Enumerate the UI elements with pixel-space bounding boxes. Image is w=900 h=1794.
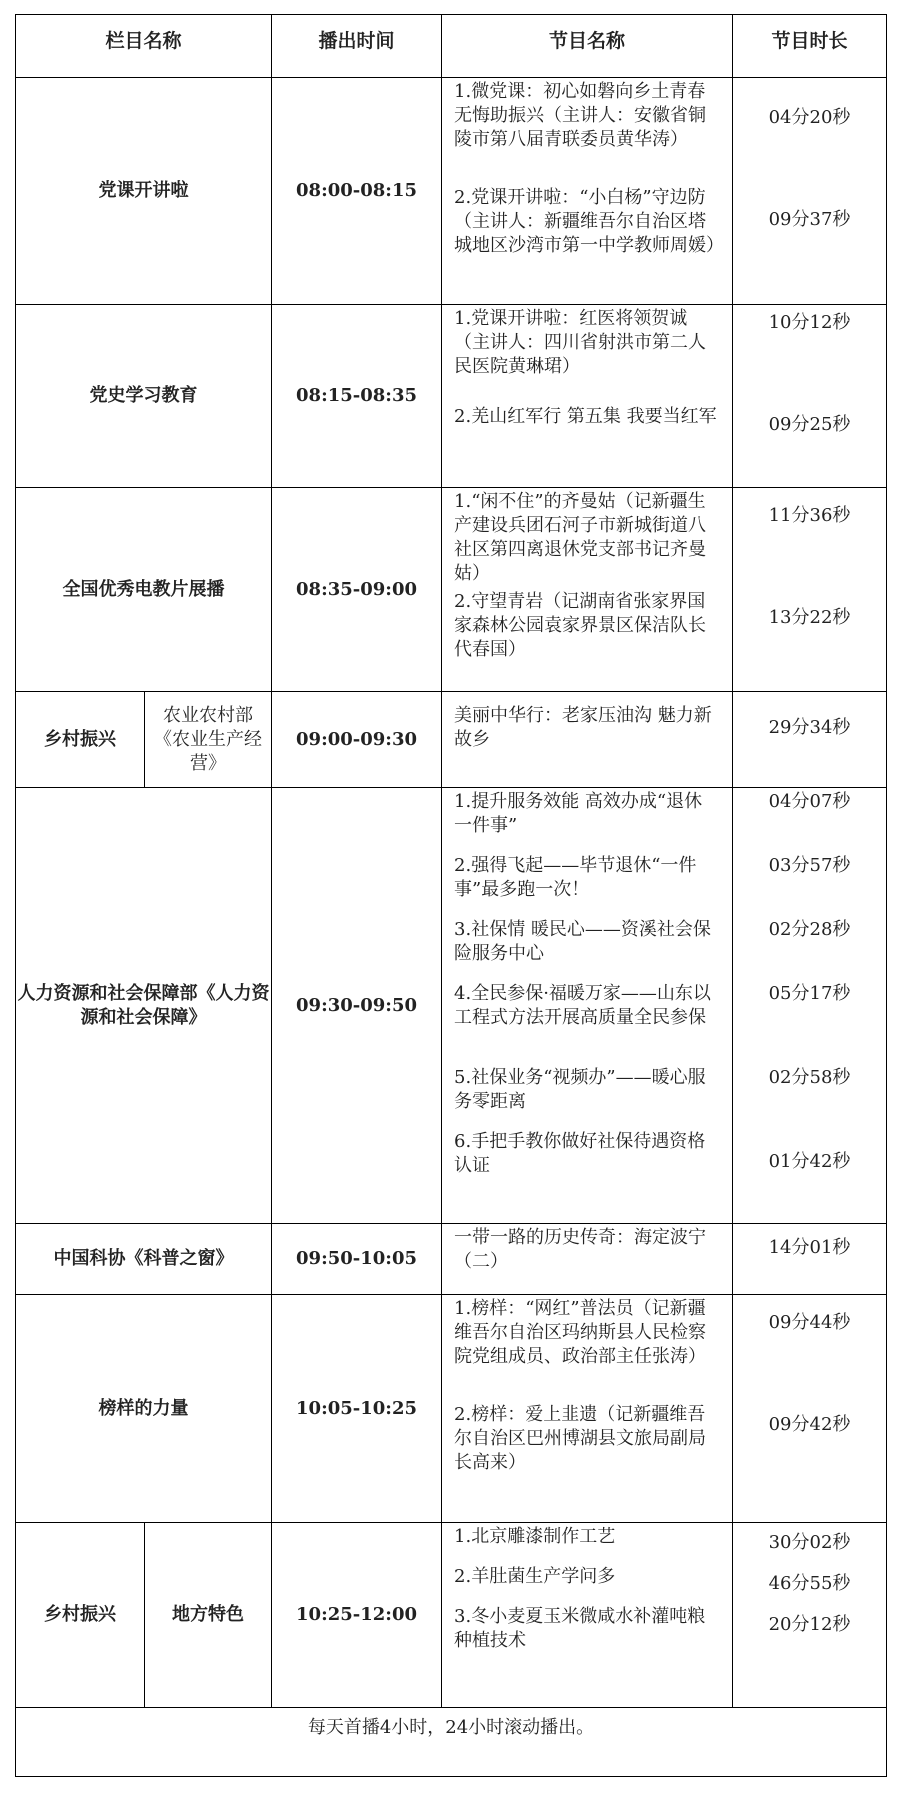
duration-cell <box>733 305 887 487</box>
program-duration: 09分25秒 <box>768 414 851 436</box>
footer-row <box>16 1707 887 1776</box>
program-duration: 01分42秒 <box>768 1151 851 1173</box>
column-name: 乡村振兴 <box>16 692 145 788</box>
schedule-table <box>15 14 887 1777</box>
column-name: 榜样的力量 <box>16 1295 272 1523</box>
air-time: 10:25-12:00 <box>272 1523 442 1708</box>
program-title: 4.全民参保·福暖万家——山东以工程式方法开展高质量全民参保 <box>454 983 711 1029</box>
duration-cell <box>733 692 887 788</box>
program-title: 1.北京雕漆制作工艺 <box>454 1526 616 1548</box>
duration-cell <box>733 487 887 692</box>
column-name: 中国科协《科普之窗》 <box>16 1224 272 1295</box>
program-duration: 05分17秒 <box>768 983 851 1005</box>
program-duration: 11分36秒 <box>768 504 851 526</box>
program-cell <box>442 1523 733 1708</box>
program-title: 一带一路的历史传奇：海定波宁（二） <box>454 1227 707 1273</box>
air-time: 09:30-09:50 <box>272 788 442 1224</box>
program-title: 5.社保业务“视频办”——暖心服务零距离 <box>454 1067 706 1113</box>
sub-column-name: 农业农村部《农业生产经营》 <box>145 692 272 788</box>
table-row <box>16 305 887 487</box>
sub-column-name: 地方特色 <box>145 1523 272 1708</box>
table-row <box>16 1523 887 1708</box>
program-duration: 04分07秒 <box>768 791 851 813</box>
program-duration: 30分02秒 <box>768 1532 851 1554</box>
program-cell <box>442 305 733 487</box>
program-duration: 20分12秒 <box>768 1614 851 1636</box>
program-title: 3.冬小麦夏玉米微咸水补灌吨粮种植技术 <box>454 1606 706 1652</box>
air-time: 10:05-10:25 <box>272 1295 442 1523</box>
program-duration: 14分01秒 <box>768 1237 851 1259</box>
program-duration: 13分22秒 <box>768 606 851 628</box>
program-title: 美丽中华行：老家压油沟 魅力新故乡 <box>454 705 712 751</box>
program-cell <box>442 78 733 305</box>
program-duration: 10分12秒 <box>768 312 851 334</box>
duration-cell <box>733 788 887 1224</box>
program-duration: 09分42秒 <box>768 1414 851 1436</box>
column-name: 党史学习教育 <box>16 305 272 487</box>
header-program-name: 节目名称 <box>442 15 733 78</box>
program-title: 6.手把手教你做好社保待遇资格认证 <box>454 1131 706 1177</box>
header-air-time: 播出时间 <box>272 15 442 78</box>
program-cell <box>442 1224 733 1295</box>
program-duration: 09分37秒 <box>768 209 851 231</box>
program-title: 2.强得飞起——毕节退休“一件事”最多跑一次！ <box>454 855 697 901</box>
header-column-name: 栏目名称 <box>16 15 272 78</box>
program-title: 3.社保情 暖民心——资溪社会保险服务中心 <box>454 919 711 965</box>
program-cell <box>442 692 733 788</box>
duration-cell <box>733 1295 887 1523</box>
air-time: 08:00-08:15 <box>272 78 442 305</box>
program-title: 1.提升服务效能 高效办成“退休一件事” <box>454 791 703 837</box>
duration-cell <box>733 1224 887 1295</box>
program-title: 2.羌山红军行 第五集 我要当红军 <box>454 406 717 428</box>
program-duration: 02分28秒 <box>768 919 851 941</box>
header-row <box>16 15 887 78</box>
program-duration: 04分20秒 <box>768 107 851 129</box>
table-row <box>16 78 887 305</box>
program-title: 1.党课开讲啦：红医将领贺诚（主讲人：四川省射洪市第二人民医院黄琳珺） <box>454 308 707 378</box>
program-cell <box>442 1295 733 1523</box>
table-row <box>16 1224 887 1295</box>
program-duration: 46分55秒 <box>768 1573 851 1595</box>
column-name: 人力资源和社会保障部《人力资源和社会保障》 <box>16 788 272 1224</box>
program-title: 2.羊肚菌生产学问多 <box>454 1566 616 1588</box>
program-duration: 09分44秒 <box>768 1312 851 1334</box>
duration-cell <box>733 1523 887 1708</box>
program-title: 2.榜样：爱上韭遗（记新疆维吾尔自治区巴州博湖县文旅局副局长高来） <box>454 1404 707 1474</box>
column-name: 乡村振兴 <box>16 1523 145 1708</box>
table-row <box>16 788 887 1224</box>
table-row <box>16 1295 887 1523</box>
program-cell <box>442 487 733 692</box>
program-title: 1.微党课：初心如磐向乡土青春无悔助振兴（主讲人：安徽省铜陵市第八届青联委员黄华涛） <box>454 81 707 151</box>
column-name: 党课开讲啦 <box>16 78 272 305</box>
program-duration: 03分57秒 <box>768 855 851 877</box>
column-name: 全国优秀电教片展播 <box>16 487 272 692</box>
program-title: 1.“闲不住”的齐曼姑（记新疆生产建设兵团石河子市新城街道八社区第四离退休党支部书记齐曼姑） <box>454 490 707 584</box>
air-time: 08:35-09:00 <box>272 487 442 692</box>
program-title: 1.榜样：“网红”普法员（记新疆维吾尔自治区玛纳斯县人民检察院党组成员、政治部主任张涛） <box>454 1298 707 1368</box>
table-row <box>16 487 887 692</box>
footer-note: 每天首播4小时，24小时滚动播出。 <box>16 1707 887 1776</box>
program-title: 2.守望青岩（记湖南省张家界国家森林公园袁家界景区保洁队长代春国） <box>454 590 707 660</box>
program-title: 2.党课开讲啦：“小白杨”守边防（主讲人：新疆维吾尔自治区塔城地区沙湾市第一中学教师周媛） <box>454 187 725 257</box>
program-duration: 29分34秒 <box>768 717 851 739</box>
air-time: 08:15-08:35 <box>272 305 442 487</box>
program-duration: 02分58秒 <box>768 1067 851 1089</box>
program-cell <box>442 788 733 1224</box>
duration-cell <box>733 78 887 305</box>
header-duration: 节目时长 <box>733 15 887 78</box>
table-row <box>16 692 887 788</box>
air-time: 09:50-10:05 <box>272 1224 442 1295</box>
air-time: 09:00-09:30 <box>272 692 442 788</box>
